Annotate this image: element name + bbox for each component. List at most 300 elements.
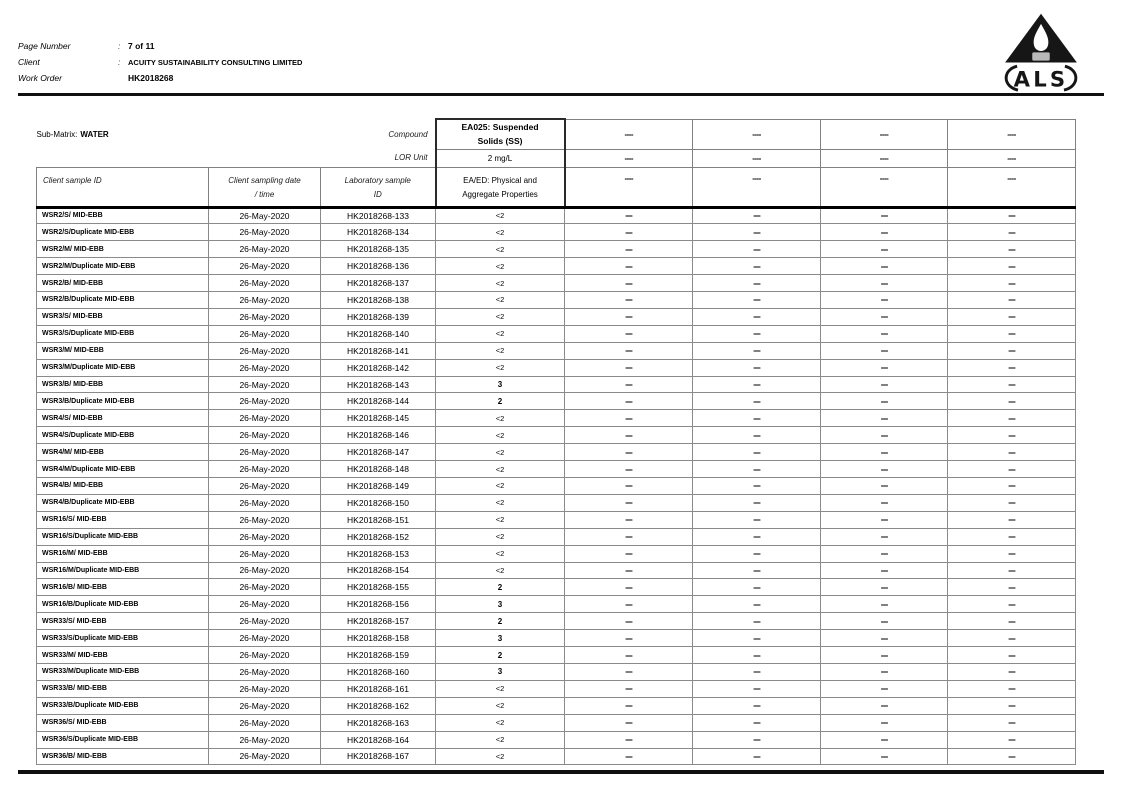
client-sample-id-cell: WSR4/B/Duplicate MID-EBB xyxy=(37,494,209,511)
sampling-date-cell: 26-May-2020 xyxy=(209,224,321,241)
no-result-dash-cell: ---- xyxy=(693,410,821,427)
sampling-date-cell: 26-May-2020 xyxy=(209,461,321,478)
lor-unit-value-cell: 2 mg/L xyxy=(436,149,565,167)
no-result-dash-cell: ---- xyxy=(693,275,821,292)
empty-method-cell: ---- xyxy=(821,167,948,207)
result-value-cell: <2 xyxy=(436,325,565,342)
sampling-date-cell: 26-May-2020 xyxy=(209,647,321,664)
no-result-dash-cell: ---- xyxy=(821,748,948,765)
sampling-date-cell: 26-May-2020 xyxy=(209,731,321,748)
table-row xyxy=(37,427,1076,444)
no-result-dash-cell: ---- xyxy=(693,545,821,562)
no-result-dash-cell: ---- xyxy=(693,630,821,647)
sampling-date-cell: 26-May-2020 xyxy=(209,697,321,714)
sampling-date-header xyxy=(209,167,321,207)
sampling-date-cell: 26-May-2020 xyxy=(209,663,321,680)
no-result-dash-cell: ---- xyxy=(565,224,693,241)
no-result-dash-cell: ---- xyxy=(693,714,821,731)
empty-lor-cell: ---- xyxy=(565,149,693,167)
no-result-dash-cell: ---- xyxy=(693,207,821,224)
lab-sample-id-cell: HK2018268-151 xyxy=(321,511,436,528)
table-row xyxy=(37,325,1076,342)
sampling-date-cell: 26-May-2020 xyxy=(209,528,321,545)
sub-matrix-label: Sub-Matrix: xyxy=(36,129,78,139)
lab-sample-id-cell: HK2018268-143 xyxy=(321,376,436,393)
client-sample-id-cell: WSR33/B/Duplicate MID-EBB xyxy=(37,697,209,714)
sampling-date-cell: 26-May-2020 xyxy=(209,748,321,765)
compound-name-cell xyxy=(436,119,565,149)
no-result-dash-cell: ---- xyxy=(821,444,948,461)
no-result-dash-cell: ---- xyxy=(693,680,821,697)
sampling-date-cell: 26-May-2020 xyxy=(209,292,321,309)
table-row xyxy=(37,511,1076,528)
no-result-dash-cell: ---- xyxy=(565,258,693,275)
no-result-dash-cell: ---- xyxy=(565,731,693,748)
lor-unit-label: LOR Unit xyxy=(394,153,428,163)
sampling-date-cell: 26-May-2020 xyxy=(209,478,321,495)
no-result-dash-cell: ---- xyxy=(565,528,693,545)
client-sample-id-cell: WSR33/M/Duplicate MID-EBB xyxy=(37,663,209,680)
sub-matrix-value: WATER xyxy=(80,129,109,139)
no-result-dash-cell: ---- xyxy=(693,427,821,444)
no-result-dash-cell: ---- xyxy=(948,562,1076,579)
no-result-dash-cell: ---- xyxy=(948,647,1076,664)
result-value-cell: 2 xyxy=(436,393,565,410)
table-row xyxy=(37,596,1076,613)
client-sample-id-cell: WSR16/S/Duplicate MID-EBB xyxy=(37,528,209,545)
separator-colon: : xyxy=(118,41,121,51)
sampling-date-cell: 26-May-2020 xyxy=(209,325,321,342)
no-result-dash-cell: ---- xyxy=(565,461,693,478)
lab-sample-id-header xyxy=(321,167,436,207)
no-result-dash-cell: ---- xyxy=(565,359,693,376)
no-result-dash-cell: ---- xyxy=(948,630,1076,647)
sampling-date-cell: 26-May-2020 xyxy=(209,579,321,596)
no-result-dash-cell: ---- xyxy=(948,376,1076,393)
lab-sample-id-cell: HK2018268-149 xyxy=(321,478,436,495)
method-header-cell xyxy=(436,167,565,207)
no-result-dash-cell: ---- xyxy=(948,258,1076,275)
compound-header-row xyxy=(37,119,1076,149)
result-value-cell: <2 xyxy=(436,748,565,765)
lab-sample-id-cell: HK2018268-150 xyxy=(321,494,436,511)
no-result-dash-cell: ---- xyxy=(565,427,693,444)
client-sample-id-cell: WSR3/S/Duplicate MID-EBB xyxy=(37,325,209,342)
result-value-cell: 3 xyxy=(436,663,565,680)
lab-sample-id-cell: HK2018268-161 xyxy=(321,680,436,697)
empty-compound-cell: ---- xyxy=(565,119,693,149)
no-result-dash-cell: ---- xyxy=(565,393,693,410)
no-result-dash-cell: ---- xyxy=(948,359,1076,376)
lab-sample-id-cell: HK2018268-160 xyxy=(321,663,436,680)
client-sample-id-cell: WSR4/S/Duplicate MID-EBB xyxy=(37,427,209,444)
lab-sample-id-cell: HK2018268-144 xyxy=(321,393,436,410)
sampling-date-cell: 26-May-2020 xyxy=(209,680,321,697)
lab-sample-id-cell: HK2018268-146 xyxy=(321,427,436,444)
no-result-dash-cell: ---- xyxy=(693,308,821,325)
sampling-date-cell: 26-May-2020 xyxy=(209,562,321,579)
no-result-dash-cell: ---- xyxy=(948,207,1076,224)
sampling-date-header-line1: Client sampling date xyxy=(228,175,301,185)
no-result-dash-cell: ---- xyxy=(948,410,1076,427)
client-sample-id-cell: WSR16/B/ MID-EBB xyxy=(37,579,209,596)
no-result-dash-cell: ---- xyxy=(693,224,821,241)
no-result-dash-cell: ---- xyxy=(821,393,948,410)
result-value-cell: <2 xyxy=(436,562,565,579)
no-result-dash-cell: ---- xyxy=(693,596,821,613)
table-row xyxy=(37,680,1076,697)
no-result-dash-cell: ---- xyxy=(821,461,948,478)
empty-method-cell: ---- xyxy=(565,167,693,207)
result-value-cell: <2 xyxy=(436,444,565,461)
lab-sample-id-cell: HK2018268-145 xyxy=(321,410,436,427)
als-logo-icon xyxy=(995,10,1087,92)
result-value-cell: <2 xyxy=(436,292,565,309)
no-result-dash-cell: ---- xyxy=(948,663,1076,680)
no-result-dash-cell: ---- xyxy=(821,308,948,325)
no-result-dash-cell: ---- xyxy=(565,342,693,359)
no-result-dash-cell: ---- xyxy=(565,714,693,731)
client-sample-id-cell: WSR2/S/ MID-EBB xyxy=(37,207,209,224)
lab-sample-id-cell: HK2018268-136 xyxy=(321,258,436,275)
client-sample-id-cell: WSR2/M/ MID-EBB xyxy=(37,241,209,258)
compound-name-line2: Solids (SS) xyxy=(477,136,523,147)
no-result-dash-cell: ---- xyxy=(693,562,821,579)
no-result-dash-cell: ---- xyxy=(821,630,948,647)
result-value-cell: <2 xyxy=(436,410,565,427)
client-sample-id-cell: WSR33/M/ MID-EBB xyxy=(37,647,209,664)
table-row xyxy=(37,545,1076,562)
no-result-dash-cell: ---- xyxy=(565,545,693,562)
sampling-date-cell: 26-May-2020 xyxy=(209,410,321,427)
no-result-dash-cell: ---- xyxy=(948,427,1076,444)
no-result-dash-cell: ---- xyxy=(565,494,693,511)
no-result-dash-cell: ---- xyxy=(821,731,948,748)
client-sample-id-header: Client sample ID xyxy=(37,167,209,207)
table-row xyxy=(37,342,1076,359)
client-sample-id-cell: WSR33/S/ MID-EBB xyxy=(37,613,209,630)
table-row xyxy=(37,241,1076,258)
no-result-dash-cell: ---- xyxy=(821,494,948,511)
sampling-date-cell: 26-May-2020 xyxy=(209,494,321,511)
client-sample-id-cell: WSR2/M/Duplicate MID-EBB xyxy=(37,258,209,275)
lab-sample-id-cell: HK2018268-155 xyxy=(321,579,436,596)
table-row xyxy=(37,714,1076,731)
compound-label: Compound xyxy=(388,129,428,139)
table-row xyxy=(37,562,1076,579)
empty-compound-cell: ---- xyxy=(693,119,821,149)
no-result-dash-cell: ---- xyxy=(565,562,693,579)
no-result-dash-cell: ---- xyxy=(821,478,948,495)
no-result-dash-cell: ---- xyxy=(693,342,821,359)
page-number-value: 7 of 11 xyxy=(128,41,155,51)
method-header-line2: Aggregate Properties xyxy=(462,189,538,199)
no-result-dash-cell: ---- xyxy=(565,444,693,461)
no-result-dash-cell: ---- xyxy=(948,393,1076,410)
no-result-dash-cell: ---- xyxy=(821,663,948,680)
no-result-dash-cell: ---- xyxy=(821,207,948,224)
sampling-date-cell: 26-May-2020 xyxy=(209,342,321,359)
lab-sample-id-cell: HK2018268-137 xyxy=(321,275,436,292)
sampling-date-cell: 26-May-2020 xyxy=(209,545,321,562)
lab-sample-id-cell: HK2018268-162 xyxy=(321,697,436,714)
no-result-dash-cell: ---- xyxy=(948,325,1076,342)
no-result-dash-cell: ---- xyxy=(693,478,821,495)
no-result-dash-cell: ---- xyxy=(693,444,821,461)
no-result-dash-cell: ---- xyxy=(948,478,1076,495)
no-result-dash-cell: ---- xyxy=(565,613,693,630)
no-result-dash-cell: ---- xyxy=(948,579,1076,596)
results-table xyxy=(36,118,1076,765)
no-result-dash-cell: ---- xyxy=(565,478,693,495)
result-value-cell: <2 xyxy=(436,461,565,478)
no-result-dash-cell: ---- xyxy=(948,596,1076,613)
no-result-dash-cell: ---- xyxy=(565,511,693,528)
compound-name-line1: EA025: Suspended xyxy=(461,122,539,133)
no-result-dash-cell: ---- xyxy=(948,731,1076,748)
table-row xyxy=(37,647,1076,664)
result-value-cell: <2 xyxy=(436,275,565,292)
sampling-date-cell: 26-May-2020 xyxy=(209,596,321,613)
no-result-dash-cell: ---- xyxy=(821,647,948,664)
sample-table-body xyxy=(37,207,1076,765)
no-result-dash-cell: ---- xyxy=(948,275,1076,292)
lab-sample-id-cell: HK2018268-163 xyxy=(321,714,436,731)
lab-sample-id-cell: HK2018268-159 xyxy=(321,647,436,664)
method-header-line1: EA/ED: Physical and xyxy=(463,175,537,185)
separator-colon: : xyxy=(118,57,121,67)
result-value-cell: <2 xyxy=(436,511,565,528)
sampling-date-cell: 26-May-2020 xyxy=(209,511,321,528)
sampling-date-cell: 26-May-2020 xyxy=(209,359,321,376)
client-sample-id-cell: WSR36/B/ MID-EBB xyxy=(37,748,209,765)
no-result-dash-cell: ---- xyxy=(821,680,948,697)
no-result-dash-cell: ---- xyxy=(693,511,821,528)
table-row xyxy=(37,444,1076,461)
result-value-cell: 2 xyxy=(436,613,565,630)
no-result-dash-cell: ---- xyxy=(565,376,693,393)
no-result-dash-cell: ---- xyxy=(821,579,948,596)
sampling-date-cell: 26-May-2020 xyxy=(209,376,321,393)
page-number-label: Page Number xyxy=(18,41,71,51)
no-result-dash-cell: ---- xyxy=(565,207,693,224)
no-result-dash-cell: ---- xyxy=(948,697,1076,714)
lab-sample-id-cell: HK2018268-153 xyxy=(321,545,436,562)
client-sample-id-cell: WSR2/B/Duplicate MID-EBB xyxy=(37,292,209,309)
result-value-cell: <2 xyxy=(436,697,565,714)
sampling-date-cell: 26-May-2020 xyxy=(209,258,321,275)
sampling-date-cell: 26-May-2020 xyxy=(209,427,321,444)
client-sample-id-cell: WSR3/M/ MID-EBB xyxy=(37,342,209,359)
result-value-cell: <2 xyxy=(436,427,565,444)
client-sample-id-cell: WSR3/S/ MID-EBB xyxy=(37,308,209,325)
no-result-dash-cell: ---- xyxy=(693,359,821,376)
sampling-date-cell: 26-May-2020 xyxy=(209,241,321,258)
no-result-dash-cell: ---- xyxy=(821,292,948,309)
no-result-dash-cell: ---- xyxy=(693,528,821,545)
lab-sample-id-cell: HK2018268-147 xyxy=(321,444,436,461)
no-result-dash-cell: ---- xyxy=(948,748,1076,765)
lab-sample-id-cell: HK2018268-141 xyxy=(321,342,436,359)
result-value-cell: 3 xyxy=(436,596,565,613)
table-row xyxy=(37,224,1076,241)
table-row xyxy=(37,258,1076,275)
table-row xyxy=(37,376,1076,393)
result-value-cell: <2 xyxy=(436,207,565,224)
no-result-dash-cell: ---- xyxy=(565,241,693,258)
no-result-dash-cell: ---- xyxy=(821,714,948,731)
result-value-cell: <2 xyxy=(436,342,565,359)
table-row xyxy=(37,748,1076,765)
no-result-dash-cell: ---- xyxy=(565,748,693,765)
no-result-dash-cell: ---- xyxy=(948,224,1076,241)
empty-method-cell: ---- xyxy=(948,167,1076,207)
no-result-dash-cell: ---- xyxy=(821,613,948,630)
table-row xyxy=(37,494,1076,511)
lab-sample-id-cell: HK2018268-135 xyxy=(321,241,436,258)
no-result-dash-cell: ---- xyxy=(821,224,948,241)
footer-divider-rule xyxy=(18,770,1104,774)
no-result-dash-cell: ---- xyxy=(821,697,948,714)
table-row xyxy=(37,630,1076,647)
sub-matrix-cell xyxy=(37,119,321,149)
no-result-dash-cell: ---- xyxy=(565,596,693,613)
table-row xyxy=(37,731,1076,748)
page-number-row xyxy=(18,41,154,52)
result-value-cell: 3 xyxy=(436,630,565,647)
no-result-dash-cell: ---- xyxy=(821,275,948,292)
no-result-dash-cell: ---- xyxy=(693,258,821,275)
table-row xyxy=(37,410,1076,427)
empty-lor-cell: ---- xyxy=(693,149,821,167)
no-result-dash-cell: ---- xyxy=(821,376,948,393)
table-row xyxy=(37,579,1076,596)
table-row xyxy=(37,207,1076,224)
table-row xyxy=(37,308,1076,325)
no-result-dash-cell: ---- xyxy=(821,562,948,579)
no-result-dash-cell: ---- xyxy=(565,292,693,309)
client-sample-id-cell: WSR4/B/ MID-EBB xyxy=(37,478,209,495)
lab-sample-id-cell: HK2018268-142 xyxy=(321,359,436,376)
result-value-cell: <2 xyxy=(436,359,565,376)
lab-sample-id-cell: HK2018268-158 xyxy=(321,630,436,647)
lab-sample-id-cell: HK2018268-156 xyxy=(321,596,436,613)
no-result-dash-cell: ---- xyxy=(693,663,821,680)
no-result-dash-cell: ---- xyxy=(693,393,821,410)
no-result-dash-cell: ---- xyxy=(693,241,821,258)
result-value-cell: <2 xyxy=(436,528,565,545)
table-row xyxy=(37,393,1076,410)
no-result-dash-cell: ---- xyxy=(948,241,1076,258)
client-sample-id-cell: WSR4/M/ MID-EBB xyxy=(37,444,209,461)
lab-sample-id-cell: HK2018268-139 xyxy=(321,308,436,325)
no-result-dash-cell: ---- xyxy=(821,258,948,275)
no-result-dash-cell: ---- xyxy=(693,731,821,748)
lab-sample-id-cell: HK2018268-133 xyxy=(321,207,436,224)
no-result-dash-cell: ---- xyxy=(693,461,821,478)
no-result-dash-cell: ---- xyxy=(821,596,948,613)
work-order-value: HK2018268 xyxy=(128,73,174,83)
no-result-dash-cell: ---- xyxy=(948,308,1076,325)
no-result-dash-cell: ---- xyxy=(948,613,1076,630)
empty-compound-cell: ---- xyxy=(821,119,948,149)
no-result-dash-cell: ---- xyxy=(565,647,693,664)
lab-sample-id-header-line1: Laboratory sample xyxy=(344,175,411,185)
table-row xyxy=(37,528,1076,545)
sampling-date-cell: 26-May-2020 xyxy=(209,275,321,292)
client-sample-id-cell: WSR36/S/ MID-EBB xyxy=(37,714,209,731)
lor-unit-row xyxy=(37,149,1076,167)
sampling-date-cell: 26-May-2020 xyxy=(209,393,321,410)
work-order-row xyxy=(18,73,173,84)
table-row xyxy=(37,697,1076,714)
no-result-dash-cell: ---- xyxy=(821,427,948,444)
client-sample-id-cell: WSR2/S/Duplicate MID-EBB xyxy=(37,224,209,241)
client-label: Client xyxy=(18,57,40,67)
no-result-dash-cell: ---- xyxy=(565,325,693,342)
result-value-cell: <2 xyxy=(436,494,565,511)
no-result-dash-cell: ---- xyxy=(821,359,948,376)
lab-sample-id-cell: HK2018268-152 xyxy=(321,528,436,545)
client-sample-id-cell: WSR33/S/Duplicate MID-EBB xyxy=(37,630,209,647)
result-value-cell: <2 xyxy=(436,308,565,325)
result-value-cell: 2 xyxy=(436,647,565,664)
client-sample-id-cell: WSR4/M/Duplicate MID-EBB xyxy=(37,461,209,478)
no-result-dash-cell: ---- xyxy=(693,647,821,664)
table-row xyxy=(37,461,1076,478)
result-value-cell: <2 xyxy=(436,224,565,241)
lab-sample-id-header-line2: ID xyxy=(373,189,382,199)
no-result-dash-cell: ---- xyxy=(565,630,693,647)
table-row xyxy=(37,359,1076,376)
client-sample-id-cell: WSR16/M/ MID-EBB xyxy=(37,545,209,562)
table-row xyxy=(37,613,1076,630)
sampling-date-cell: 26-May-2020 xyxy=(209,308,321,325)
lab-sample-id-cell: HK2018268-167 xyxy=(321,748,436,765)
sampling-date-cell: 26-May-2020 xyxy=(209,630,321,647)
lab-sample-id-cell: HK2018268-164 xyxy=(321,731,436,748)
no-result-dash-cell: ---- xyxy=(693,579,821,596)
no-result-dash-cell: ---- xyxy=(821,325,948,342)
no-result-dash-cell: ---- xyxy=(948,444,1076,461)
no-result-dash-cell: ---- xyxy=(565,410,693,427)
no-result-dash-cell: ---- xyxy=(565,308,693,325)
table-row xyxy=(37,275,1076,292)
no-result-dash-cell: ---- xyxy=(948,292,1076,309)
table-row xyxy=(37,663,1076,680)
no-result-dash-cell: ---- xyxy=(821,410,948,427)
no-result-dash-cell: ---- xyxy=(565,579,693,596)
no-result-dash-cell: ---- xyxy=(821,511,948,528)
lab-sample-id-cell: HK2018268-134 xyxy=(321,224,436,241)
no-result-dash-cell: ---- xyxy=(948,511,1076,528)
empty-method-cell: ---- xyxy=(693,167,821,207)
table-row xyxy=(37,292,1076,309)
client-sample-id-cell: WSR36/S/Duplicate MID-EBB xyxy=(37,731,209,748)
no-result-dash-cell: ---- xyxy=(948,494,1076,511)
no-result-dash-cell: ---- xyxy=(821,241,948,258)
no-result-dash-cell: ---- xyxy=(821,528,948,545)
no-result-dash-cell: ---- xyxy=(948,545,1076,562)
no-result-dash-cell: ---- xyxy=(948,714,1076,731)
column-header-row xyxy=(37,167,1076,207)
no-result-dash-cell: ---- xyxy=(948,528,1076,545)
sampling-date-cell: 26-May-2020 xyxy=(209,613,321,630)
empty-cell xyxy=(37,149,321,167)
no-result-dash-cell: ---- xyxy=(693,697,821,714)
no-result-dash-cell: ---- xyxy=(693,292,821,309)
client-value: ACUITY SUSTAINABILITY CONSULTING LIMITED xyxy=(128,58,303,67)
